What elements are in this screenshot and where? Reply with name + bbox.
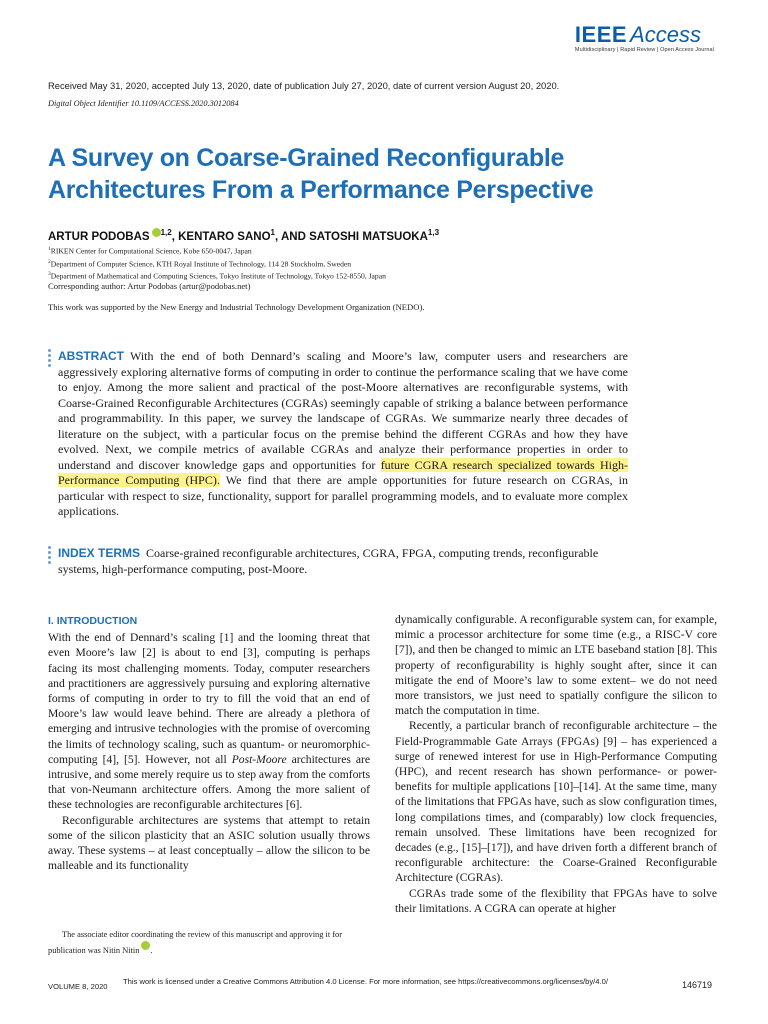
affiliation-1-num: 1 <box>48 246 51 252</box>
intro-paragraph-1 <box>48 630 370 812</box>
journal-tagline: Multidisciplinary | Rapid Review | Open Access Journal <box>574 47 714 53</box>
intro-paragraph-5: CGRAs trade some of the flexibility that FPGAs have to solve their limitations. A CGRA can operate at higher <box>395 886 717 915</box>
footer-page-number: 146719 <box>681 980 712 990</box>
affiliation-2-text: Department of Computer Science, KTH Royal Institute of Technology, 114 28 Stockholm, Sweden <box>50 259 352 269</box>
author-3: , AND SATOSHI MATSUOKA <box>275 231 428 243</box>
index-terms-label: INDEX TERMS <box>58 546 141 560</box>
title-line-2: Architectures From a Performance Perspective <box>48 176 594 204</box>
index-terms-text: Coarse-grained reconfigurable architectures, CGRA, FPGA, computing trends, reconfigurable systems, high-performance computing, post-Moore. <box>58 546 599 576</box>
journal-logo <box>575 22 714 53</box>
footnote-text: The associate editor coordinating the review of this manuscript and approving it for publication was Nitin Nitin <box>48 930 343 955</box>
author-1-affil: 1,2 <box>160 228 172 238</box>
author-2-affil: 1 <box>270 228 275 238</box>
title-line-1: A Survey on Coarse-Grained Reconfigurable <box>48 144 565 172</box>
journal-brand: IEEE <box>574 22 628 47</box>
left-column <box>48 614 370 873</box>
right-column <box>395 612 717 916</box>
paper-title <box>48 142 688 206</box>
corresponding-author: Corresponding author: Artur Podobas (artur@podobas.net) <box>48 281 251 291</box>
author-1: ARTUR PODOBAS <box>48 231 150 243</box>
index-terms-marker-icon <box>48 546 52 566</box>
footer-volume: VOLUME 8, 2020 <box>48 982 108 991</box>
affiliation-3 <box>48 269 386 282</box>
author-2: , KENTARO SANO <box>171 231 271 243</box>
intro-paragraph-4: Recently, a particular branch of reconfigurable architecture – the Field-Programmable Gate Arrays (FPGAs) [9] – has experienced a surge of renewed interest for use in High-Performance Computing (HPC), and recent research has shown performance- or power-benefits for multiple applications [10]–[14]. At the same time, many of the limitations that FPGAs have, such as slow configuration times, long compilations times, and (comparably) low clock frequencies, remain unsolved. These limitations have been recognized for decades (e.g., [15]–[17]), and have driven forth a different branch of reconfigurable architecture: the Coarse-Grained Reconfigurable Architecture (CGRAs). <box>395 719 718 885</box>
abstract <box>58 349 628 520</box>
abstract-marker-icon <box>48 349 52 369</box>
intro-p1-italic: Post-Moore <box>231 752 287 766</box>
orcid-icon-editor[interactable] <box>141 941 150 950</box>
intro-p1-text: With the end of Dennard’s scaling [1] and the looming threat that even Moore’s law [2] is about to end [3], computing is perhaps facing its most challenging moments. Today, computer researchers and practitioners are aggressively pursuing and exploring alternative forms of computing in order to try to fill the void that an end of Moore’s law would leave behind. There are already a plethora of emerging and intrusive technologies with the promise of overcoming the limits of technology scaling, such as quantum- or neuromorphic-computing [4], [5]. However, not all <box>48 631 370 766</box>
author-list <box>48 228 439 243</box>
journal-brand-suffix: Access <box>630 22 701 47</box>
affiliation-3-text: Department of Mathematical and Computing Sciences, Tokyo Institute of Technology, Tokyo 152-8550, Japan <box>50 271 386 281</box>
affiliation-1-text: RIKEN Center for Computational Science, Kobe 650-0047, Japan <box>50 246 252 256</box>
affiliations <box>48 244 386 282</box>
funding-note: This work was supported by the New Energy and Industrial Technology Development Organization (NEDO). <box>48 302 425 312</box>
affiliation-2 <box>48 257 386 270</box>
received-dates: Received May 31, 2020, accepted July 13, 2020, date of publication July 27, 2020, date of current version August 20, 2020. <box>48 80 560 91</box>
orcid-icon[interactable] <box>152 228 161 237</box>
intro-paragraph-3: dynamically configurable. A reconfigurable system can, for example, mimic a processor architecture for some time (e.g., a RISC-V core [7]), and then be changed to mimic an LTE baseband station [8]. This property of reconfigurability is highly sought after, since it can mitigate the end of Moore’s law to some extent– we do not need more transistors, we just need to spatially configure the silicon to match the computation in time. <box>395 613 717 718</box>
abstract-text-end: We find that there are ample opportunities for future research on CGRAs, in particular with respect to size, functionality, support for parallel programming models, and to evaluate more complex applications. <box>58 473 628 518</box>
affiliation-1 <box>48 244 386 257</box>
section-heading: I. INTRODUCTION <box>48 615 138 627</box>
intro-p1-end: architectures are intrusive, and some merely require us to step away from the comforts that von-Neumann architecture offers. Among the more salient of these technologies are reconfigurable architectures [6]. <box>48 752 370 812</box>
editor-footnote: The associate editor coordinating the review of this manuscript and approving it for publication was Nitin Nitin . <box>48 930 343 955</box>
abstract-highlight: future CGRA research specialized towards High-Performance Computing (HPC). <box>58 457 628 487</box>
affiliation-3-num: 3 <box>48 271 51 278</box>
abstract-label: ABSTRACT <box>58 349 124 363</box>
intro-paragraph-2: Reconfigurable architectures are systems that attempt to retain some of the silicon plasticity that an ASIC solution usually throws away. These systems – at least conceptually – allow the silicon to be malleable and its functionality <box>48 813 370 873</box>
doi-line: Digital Object Identifier 10.1109/ACCESS.2020.3012084 <box>48 99 239 108</box>
footer-license: This work is licensed under a Creative Commons Attribution 4.0 License. For more information, see https://creativecommons.org/licenses/by/4.0/ <box>123 977 608 986</box>
author-3-affil: 1,3 <box>427 228 440 238</box>
index-terms <box>58 546 628 577</box>
affiliation-2-num: 2 <box>48 258 51 265</box>
abstract-text: With the end of both Dennard’s scaling and Moore’s law, computer users and researchers are aggressively exploring alternative forms of computing in order to continue the performance scaling that we have come to enjoy. Among the more salient and practical of the post-Moore alternatives are reconfigurable systems, with Coarse-Grained Reconfigurable Architectures (CGRAs) seemingly capable of striking a balance between performance and programmability. In this paper, we survey the landscape of CGRAs. We summarize nearly three decades of literature on the subject, with a particular focus on the premise behind the different CGRAs and how they have evolved. Next, we compile metrics of available CGRAs and analyze their performance properties in order to understand and discover knowledge gaps and opportunities for <box>58 349 628 472</box>
